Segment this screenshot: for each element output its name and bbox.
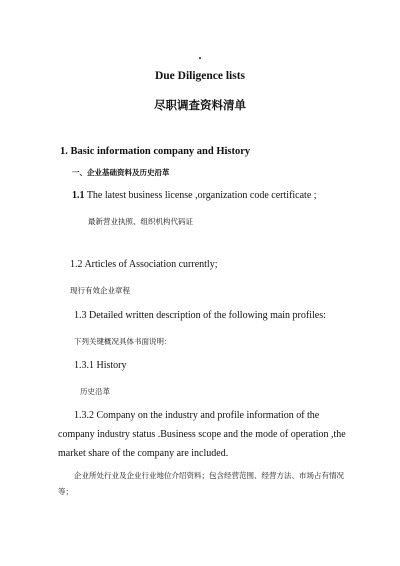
item-1-1-text: The latest business license ,organization code certificate ; [84, 190, 317, 201]
item-1-3: 1.3 Detailed written description of the following main profiles: [74, 310, 326, 321]
document-title-en: Due Diligence lists [154, 70, 246, 82]
item-1-3-zh: 下列关键概况具体书面说明： [74, 337, 172, 346]
item-1-1 [72, 190, 317, 201]
item-1-3-2: 1.3.2 Company on the industry and profile information of the company industry status .Business scope and the mode of operation ,the market share of the company are included. [58, 410, 346, 459]
section-heading: 1. Basic information company and History [60, 146, 251, 157]
item-1-3-2-zh: 企业所处行业及企业行业地位介绍资料；包含经营范围、经营方法、市场占有情况等； [58, 471, 344, 496]
item-1-1-zh: 最新营业执照、组织机构代码证 [88, 217, 193, 226]
item-1-1-number: 1.1 [72, 190, 85, 201]
item-1-2: 1.2 Articles of Association currently; [70, 259, 218, 270]
item-1-2-zh: 现行有效企业章程 [70, 286, 130, 295]
item-1-3-1: 1.3.1 History [74, 360, 127, 371]
document-title-zh: 尽职调查资料清单 [154, 98, 246, 112]
item-1-3-1-zh: 历史沿革 [80, 387, 110, 396]
top-dot: . [198, 48, 202, 62]
section-subheading-zh: 一、企业基础资料及历史沿革 [72, 168, 170, 177]
